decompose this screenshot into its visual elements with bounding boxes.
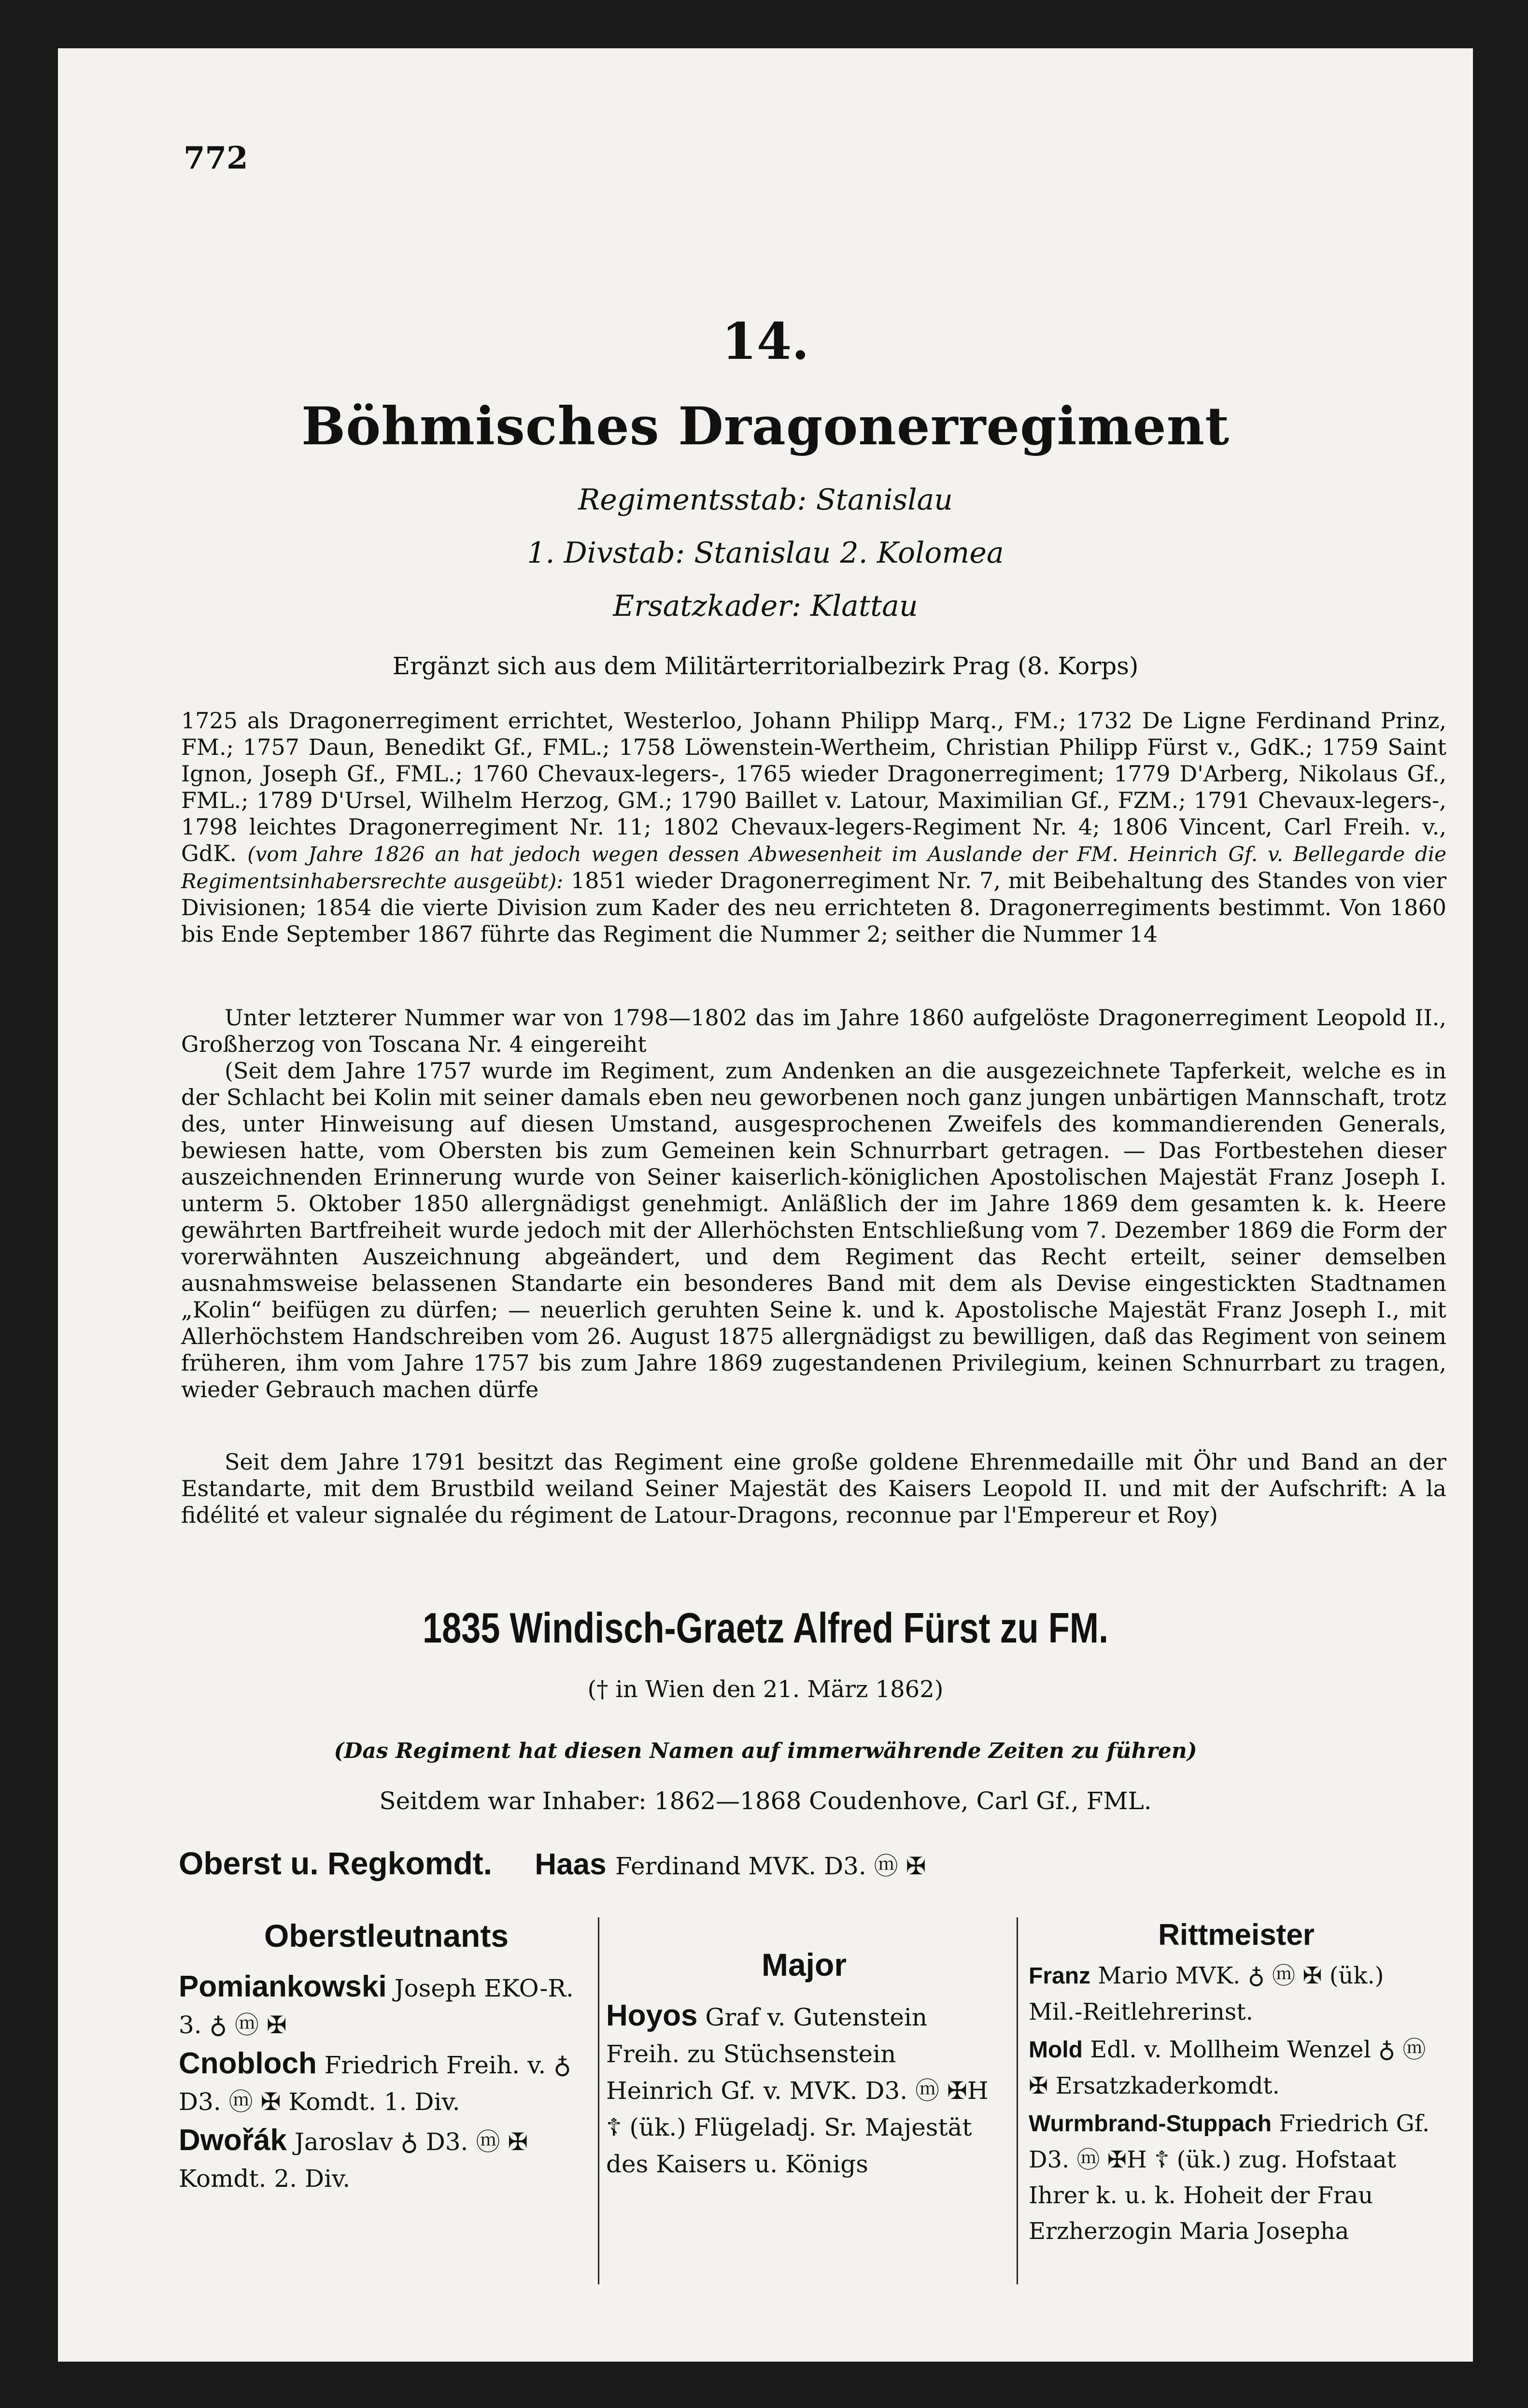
officer-name: Hoyos [606,1999,698,2032]
officer-name: Cnobloch [179,2047,317,2080]
medal-paragraph: Seit dem Jahre 1791 besitzt das Regiment eine große goldene Ehrenmedaille mit Öhr und Band an der Estandarte, mit dem Brustbild weiland Seiner Majestät des Kaisers Leopold II. und mit der Aufschrift: A la fidélité et valeur signalée du régiment de Latour-Dragons, reconnue par l'Empereur et Roy) [181,1449,1446,1528]
oberstleutnants-column [179,1917,594,2199]
officer-name: Dwořák [179,2124,287,2157]
officer-name: Franz [1029,1963,1091,1989]
document-page [58,48,1473,2362]
commander-line [179,1845,926,1882]
officer-entry [1029,2106,1444,2249]
column-divider [598,1917,599,2284]
history-emphasis: (vom Jahre 1826 an hat jedoch wegen dessen Abwesenheit im Auslande der FM. Heinrich Gf. v. Bellegarde die Regimentsinhabersrechte ausgeübt): [181,842,1446,893]
officer-entry [1029,1958,1444,2030]
history-text-a: 1725 als Dragonerregiment errichtet, Westerloo, Johann Philipp Marq., FM.; 1732 De Ligne Ferdinand Prinz, FM.; 1757 Daun, Benedikt Gf., FML.; 1758 Löwenstein-Wertheim, Christian Philipp Fürst v., GdK.; 1759 Saint Ignon, Joseph Gf., FML.; 1760 Chevaux-legers-, 1765 wieder Dragonerregiment; 1779 D'Arberg, Nikolaus Gf., FML.; 1789 D'Ursel, Wilhelm Herzog, GM.; 1790 Baillet v. Latour, Maximilian Gf., FZM.; 1791 Chevaux-legers-, 1798 leichtes Dragonerregiment Nr. 11; 1802 Chevaux-legers-Regiment Nr. 4; 1806 Vincent, Carl Freih. v., GdK. [181,708,1446,866]
officer-detail: Friedrich Freih. v. ♁ D3. ⓜ ✠ Komdt. 1. Div. [179,2051,571,2116]
major-heading: Major [761,1947,847,1983]
permanent-name-note: (Das Regiment hat diesen Namen auf immerwährende Zeiten zu führen) [334,1739,1197,1763]
history-text-b: 1851 wieder Dragonerregiment Nr. 7, mit Beibehaltung des Standes von vier Divisionen; 1854 die vierte Division zum Kader des neu errichteten 8. Dragonerregiments bestimmt. Von 1860 bis Ende September 1867 führte das Regiment die Nummer 2; seither die Nummer 14 [181,867,1446,947]
owner-death-note: († in Wien den 21. März 1862) [587,1676,944,1703]
subsequent-owner: Seitdem war Inhaber: 1862—1868 Coudenhove, Carl Gf., FML. [379,1787,1152,1815]
page-number: 772 [184,140,248,176]
officer-entry [606,1997,1002,2182]
officer-name: Mold [1029,2037,1083,2063]
regimentsstab: Regimentsstab: Stanislau [578,483,953,517]
ergaenzung-line: Ergänzt sich aus dem Militärterritorialbezirk Prag (8. Korps) [392,652,1139,680]
officer-name: Wurmbrand-Stuppach [1029,2111,1272,2137]
officer-detail: Jaroslav ♁ D3. ⓜ ✠ Komdt. 2. Div. [179,2128,528,2193]
officer-detail: Edl. v. Mollheim Wenzel ♁ ⓜ ✠ Ersatzkaderkomdt. [1029,2036,1426,2099]
officer-entry [179,1969,594,2043]
rittmeister-column [1029,1917,1444,2251]
officer-name: Pomiankowski [179,1970,387,2003]
officer-entry [179,2122,594,2197]
unter-paragraph: Unter letzterer Nummer war von 1798—1802 das im Jahre 1860 aufgelöste Dragonerregiment Leopold II., Großherzog von Toscana Nr. 4 eingereiht [181,1005,1446,1057]
commander-detail: Ferdinand MVK. D3. ⓜ ✠ [615,1852,926,1880]
kolin-paragraph: (Seit dem Jahre 1757 wurde im Regiment, zum Andenken an die ausgezeichnete Tapferkeit, welche es in der Schlacht bei Kolin mit seiner damals eben neu geworbenen noch ganz jungen unbärtigen Mannschaft, trotz des, unter Hinweisung auf diesen Umstand, ausgesprochenen Zweifels des kommandierenden Generals, bewiesen hatte, vom Obersten bis zum Gemeinen kein Schnurrbart getragen. — Das Fortbestehen dieser auszeichnenden Erinnerung wurde von Seiner kaiserlich-königlichen Apostolischen Majestät Franz Joseph I. unterm 5. Oktober 1850 allergnädigst genehmigt. Anläßlich der im Jahre 1869 dem gesamten k. k. Heere gewährten Bartfreiheit wurde jedoch mit der Allerhöchsten Entschließung vom 7. Dezember 1869 die Form der vorerwähnten Auszeichnung abgeändert, und dem Regiment das Recht erteilt, seiner demselben ausnahmsweise belassenen Standarte ein besonderes Band mit dem als Devise eingestickten Stadtnamen „Kolin“ beifügen zu dürfen; — neuerlich geruhten Seine k. und k. Apostolische Majestät Franz Joseph I., mit Allerhöchstem Handschreiben vom 26. August 1875 allergnädigst zu bewilligen, daß das Regiment von seinem früheren, ihm vom Jahre 1757 bis zum Jahre 1869 zugestandenen Privilegium, keinen Schnurrbart zu tragen, wieder Gebrauch machen dürfe [181,1058,1446,1402]
major-column [606,1946,1002,2184]
officer-detail: Friedrich Gf. D3. ⓜ ✠H ☦ (ük.) zug. Hofstaat Ihrer k. u. k. Hoheit der Frau Erzherzogin Maria Josepha [1029,2110,1430,2245]
history-paragraph [181,708,1446,948]
rittmeister-heading: Rittmeister [1158,1918,1315,1952]
ersatzkader: Ersatzkader: Klattau [613,589,918,623]
oberstleutnants-heading: Oberstleutnants [264,1918,509,1954]
commander-name: Haas [535,1848,607,1881]
section-number: 14. [722,312,809,371]
regiment-title: Böhmisches Dragonerregiment [301,396,1230,457]
divisionsstab: 1. Divstab: Stanislau 2. Kolomea [527,536,1004,570]
officer-detail: Graf v. Gutenstein Freih. zu Stüchsenstein Heinrich Gf. v. MVK. D3. ⓜ ✠H ☦ (ük.) Flügeladj. Sr. Majestät des Kaisers u. Königs [606,2003,989,2178]
officer-detail: Joseph EKO-R. 3. ♁ ⓜ ✠ [179,1974,574,2039]
officer-detail: Mario MVK. ♁ ⓜ ✠ (ük.) Mil.-Reitlehrerinst. [1029,1962,1384,2026]
officer-entry [1029,2032,1444,2104]
owner-heading: 1835 Windisch-Graetz Alfred Fürst zu FM. [422,1604,1109,1652]
commander-label: Oberst u. Regkomdt. [179,1845,493,1881]
officer-entry [179,2045,594,2120]
column-divider [1017,1917,1018,2284]
